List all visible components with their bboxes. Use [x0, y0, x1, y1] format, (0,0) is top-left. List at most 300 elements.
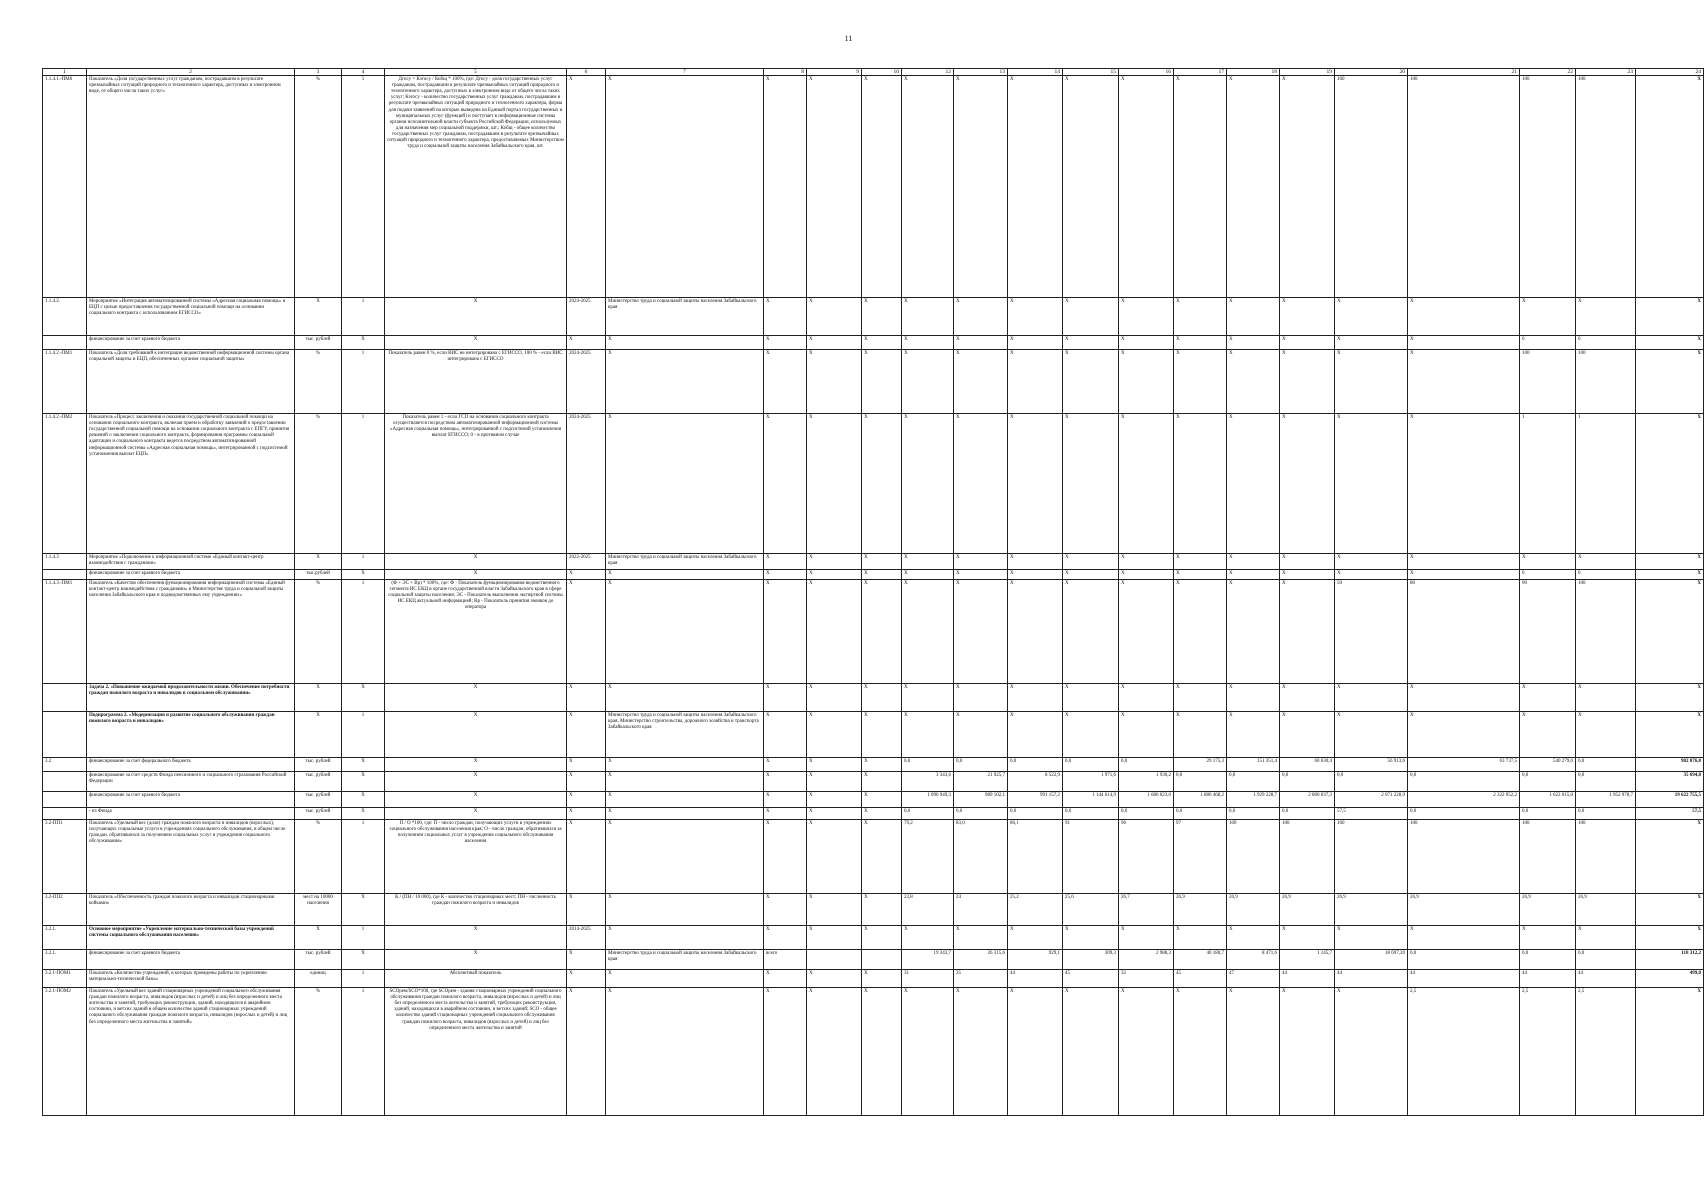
table-row [43, 570, 1704, 580]
table-cell: X [1008, 336, 1063, 350]
table-cell: 0,0 [1063, 808, 1119, 820]
table-cell: 0 [1576, 336, 1636, 350]
table-row [43, 554, 1704, 570]
table-cell: X [1576, 298, 1636, 336]
table-cell: 0,0 [1280, 772, 1335, 792]
table-cell: 0,0 [1576, 808, 1636, 820]
row-code: 1.1.4.1.-ПМ6 [43, 76, 87, 298]
column-number-15: 15 [1063, 69, 1119, 76]
row-code [43, 792, 87, 808]
table-cell: 24 [954, 894, 1008, 926]
table-cell: 26,9 [1227, 894, 1280, 926]
table-cell: X [385, 792, 567, 808]
table-cell: 2 071 228,9 [1335, 792, 1408, 808]
row-description: финансирование за счет краевого бюджета [87, 950, 295, 970]
table-cell: 0,0 [1227, 772, 1280, 792]
table-cell: X [567, 712, 606, 758]
table-cell: X [764, 684, 807, 712]
table-cell: X [342, 950, 385, 970]
table-cell: 31 [902, 970, 954, 988]
table-cell: X [1174, 570, 1227, 580]
table-cell: X [606, 684, 764, 712]
table-cell: X [1636, 414, 1704, 554]
table-cell: X [1063, 684, 1119, 712]
table-cell: 21 925,7 [954, 772, 1008, 792]
table-cell: X [807, 336, 862, 350]
table-cell: X [764, 792, 807, 808]
row-description: Задача 2. «Повышение ожидаемой продолжительности жизни. Обеспечение потребности граждан пожилого возраста и инвалидов в социальном обслуживании» [87, 684, 295, 712]
table-cell: X [862, 570, 902, 580]
table-row [43, 894, 1704, 926]
table-cell: X [567, 820, 606, 894]
row-description: финансирование за счет федерального бюджета [87, 758, 295, 772]
table-cell: X [1008, 712, 1063, 758]
table-cell: 50 [1335, 580, 1408, 684]
table-cell: X [764, 414, 807, 554]
table-cell: 100 [1576, 820, 1636, 894]
table-cell: X [1174, 684, 1227, 712]
table-cell: 0,0 [1063, 758, 1119, 772]
table-row [43, 792, 1704, 808]
row-description: Показатель «Удельный вес зданий стационарных учреждений социального обслуживания граждан пожилого возраста, инвалидов (взрослых и детей) и лиц без определенного места жительства и занятий, требующих реконструкции, зданий, находящихся в аварийном состоянии, и ветхих зданий в общем количестве зданий стационарных учреждений социального обслуживания граждан пожилого возраста, инвалидов (взрослых и детей) и лиц без определенного места жительства и занятий» [87, 988, 295, 1116]
table-cell: X [1335, 988, 1408, 1116]
table-cell: 23,8 [902, 894, 954, 926]
table-cell: 100 [1576, 76, 1636, 298]
row-code [43, 570, 87, 580]
table-cell: X [385, 772, 567, 792]
table-cell: X [862, 772, 902, 792]
table-cell: X [1227, 988, 1280, 1116]
table-cell: 0,0 [1008, 808, 1063, 820]
table-cell: 0,0 [1174, 808, 1227, 820]
table-cell: 118 312,2 [1636, 950, 1704, 970]
table-cell: 1 971,6 [1063, 772, 1119, 792]
column-number-2: 2 [87, 69, 295, 76]
table-cell: X [1227, 350, 1280, 414]
table-cell: X [902, 350, 954, 414]
table-cell: X [606, 894, 764, 926]
table-cell: 8 471,6 [1227, 950, 1280, 970]
table-cell: 35 [954, 970, 1008, 988]
column-number-8: 8 [764, 69, 807, 76]
table-cell: 2022-2025 [567, 554, 606, 570]
table-cell: 989 102,1 [954, 792, 1008, 808]
table-cell: X [1008, 76, 1063, 298]
table-cell: 0,0 [1335, 772, 1408, 792]
table-cell: 0 [1520, 570, 1576, 580]
table-cell: X [1063, 926, 1119, 950]
table-cell: X [606, 970, 764, 988]
table-cell: X [764, 988, 807, 1116]
row-code [43, 712, 87, 758]
table-cell: 45 [1174, 970, 1227, 988]
table-cell: X [1063, 988, 1119, 1116]
row-description: Показатель «Процесс заключения и оказания государственной социальной помощи на основании социального контракта, включая прием и обработку заявлений о предоставлении государственной социальной помощи на основании социального контракта с ЕПГУ, принятия решений о заключении социального контракта, формирования программы социальной адаптации и социального контракта ведется посредством автоматизированной информационной системы «Адресная социальная помощь», интегрированной с подсистемой установления выплат ЕЦП» [87, 414, 295, 554]
column-number-5: 5 [385, 69, 567, 76]
table-cell: X [807, 580, 862, 684]
table-cell: 929,1 [1008, 950, 1063, 970]
table-cell: 0,0 [1119, 808, 1174, 820]
table-cell: X [385, 712, 567, 758]
table-row [43, 336, 1704, 350]
table-cell: 0,0 [902, 758, 954, 772]
table-cell: X [1335, 712, 1408, 758]
table-cell: X [764, 926, 807, 950]
table-row [43, 820, 1704, 894]
table-cell: 540 279,0 [1520, 758, 1576, 772]
table-cell: 29 175,3 [1174, 758, 1227, 772]
table-cell: 1 [342, 414, 385, 554]
table-cell: X [1008, 350, 1063, 414]
column-number-4: 4 [342, 69, 385, 76]
table-cell: X [295, 554, 342, 570]
table-cell: X [954, 988, 1008, 1116]
table-cell: X [902, 580, 954, 684]
table-cell: X [1408, 298, 1520, 336]
table-cell: 86,1 [1008, 820, 1063, 894]
table-cell: X [1335, 350, 1408, 414]
table-cell: П / О *100, где: П - число граждан, получающих услуги в учреждениях социального обслуживания населения края; О - число граждан, обратившихся за получением социальных услуг в учреждения социального обслуживания населения [385, 820, 567, 894]
table-cell: 44 [1576, 970, 1636, 988]
table-cell: % [295, 580, 342, 684]
table-cell: X [606, 580, 764, 684]
table-cell: X [1335, 298, 1408, 336]
table-cell: X [1280, 414, 1335, 554]
table-cell: 0,0 [1119, 758, 1174, 772]
table-cell: 40 180,7 [1174, 950, 1227, 970]
table-row [43, 758, 1704, 772]
table-cell: 100 [1335, 76, 1408, 298]
table-cell: 982 076,8 [1636, 758, 1704, 772]
table-cell: X [1408, 350, 1520, 414]
table-cell: X [567, 684, 606, 712]
table-cell: 1 886 468,2 [1174, 792, 1227, 808]
column-number-7: 7 [606, 69, 764, 76]
table-cell: 26,7 [1119, 894, 1174, 926]
table-cell: X [295, 684, 342, 712]
table-cell: X [1636, 350, 1704, 414]
table-cell: X [1520, 298, 1576, 336]
table-cell: X [385, 336, 567, 350]
table-cell: X [385, 298, 567, 336]
table-cell: X [954, 554, 1008, 570]
table-cell: 2 988,3 [1119, 950, 1174, 970]
table-cell: тыс.рублей [295, 570, 342, 580]
table-cell: 3 343,6 [902, 772, 954, 792]
table-cell: X [606, 820, 764, 894]
table-cell: X [1636, 926, 1704, 950]
table-cell: 499,0 [1636, 970, 1704, 988]
table-cell: 1 [1520, 414, 1576, 554]
row-code [43, 772, 87, 792]
table-cell: 1 096 949,3 [902, 792, 954, 808]
table-cell: X [1636, 298, 1704, 336]
table-cell: X [1520, 554, 1576, 570]
table-cell: X [862, 684, 902, 712]
table-cell: X [1280, 926, 1335, 950]
table-cell: 0 [1576, 570, 1636, 580]
row-description: Мероприятие «Подключение к информационной системе «Единый контакт-центр взаимодействия с гражданами» [87, 554, 295, 570]
table-cell: X [902, 554, 954, 570]
table-cell: 1 145,7 [1280, 950, 1335, 970]
table-cell: X [1174, 988, 1227, 1116]
table-cell: X [1008, 684, 1063, 712]
table-cell: 1 144 614,9 [1063, 792, 1119, 808]
table-cell: X [902, 684, 954, 712]
table-cell: X [764, 350, 807, 414]
table-cell: X [1227, 76, 1280, 298]
row-description: Показатель «Количество учреждений, в которых проведены работы по укреплению материально-технической базы» [87, 970, 295, 988]
table-cell: X [807, 298, 862, 336]
table-cell: X [1063, 350, 1119, 414]
table-cell: X [764, 298, 807, 336]
table-cell: X [1227, 712, 1280, 758]
table-cell: X [954, 298, 1008, 336]
row-description: Подпрограмма 2. «Модернизация и развитие социального обслуживания граждан пожилого возраста и инвалидов» [87, 712, 295, 758]
table-cell: 96 [1119, 820, 1174, 894]
table-cell: X [606, 350, 764, 414]
table-cell: X [606, 988, 764, 1116]
row-code: 3.2.1. [43, 926, 87, 950]
table-cell: 35 694,8 [1636, 772, 1704, 792]
table-cell: % [295, 820, 342, 894]
table-row [43, 970, 1704, 988]
table-cell: 1 [342, 76, 385, 298]
table-cell: X [295, 712, 342, 758]
table-cell: 2,5 [1408, 988, 1520, 1116]
table-cell: 100 [1576, 580, 1636, 684]
table-cell: X [1063, 76, 1119, 298]
table-cell: X [1636, 76, 1704, 298]
table-cell: X [1174, 76, 1227, 298]
table-cell: X [807, 76, 862, 298]
table-cell: X [1335, 926, 1408, 950]
table-cell: X [807, 808, 862, 820]
table-cell: 2,5 [1520, 988, 1576, 1116]
table-cell: X [567, 970, 606, 988]
table-cell: X [385, 808, 567, 820]
table-cell: 19 343,7 [902, 950, 954, 970]
table-cell: X [1636, 336, 1704, 350]
table-cell: 0,0 [1280, 808, 1335, 820]
table-cell: X [862, 926, 902, 950]
table-cell: 1 [342, 350, 385, 414]
table-cell: 44 [1280, 970, 1335, 988]
table-row [43, 712, 1704, 758]
table-cell: тыс. рублей [295, 758, 342, 772]
table-cell: 26,9 [1408, 894, 1520, 926]
table-cell: X [1408, 684, 1520, 712]
row-description: - из Фонда [87, 808, 295, 820]
table-cell: X [1335, 414, 1408, 554]
table-cell: X [764, 570, 807, 580]
table-row [43, 808, 1704, 820]
table-cell: X [1576, 926, 1636, 950]
table-cell: X [764, 808, 807, 820]
table-row [43, 76, 1704, 298]
table-row [43, 926, 1704, 950]
table-cell: X [1063, 712, 1119, 758]
table-cell: X [1280, 336, 1335, 350]
table-body [43, 76, 1704, 1116]
table-cell: % [295, 76, 342, 298]
table-cell: 0,0 [1227, 808, 1280, 820]
row-code: 1.1.4.3 [43, 554, 87, 570]
table-cell: 0,0 [1520, 808, 1576, 820]
table-cell: X [807, 414, 862, 554]
table-cell: X [1227, 554, 1280, 570]
table-cell: 100 [1520, 76, 1576, 298]
table-cell: X [1119, 76, 1174, 298]
table-cell: X [954, 350, 1008, 414]
table-cell: X [1408, 570, 1520, 580]
table-cell: X [1636, 712, 1704, 758]
table-cell: X [1174, 336, 1227, 350]
table-cell: X [567, 772, 606, 792]
table-cell: X [385, 570, 567, 580]
table-cell: X [1280, 554, 1335, 570]
table-cell: X [385, 684, 567, 712]
table-cell: X [1227, 414, 1280, 554]
row-description: финансирование за счет краевого бюджета [87, 792, 295, 808]
table-cell: X [954, 76, 1008, 298]
table-cell: X [862, 350, 902, 414]
table-cell: X [807, 970, 862, 988]
table-cell: 57,5 [1335, 808, 1408, 820]
table-cell: X [1636, 820, 1704, 894]
table-cell: X [862, 554, 902, 570]
table-cell: X [764, 554, 807, 570]
table-cell: 44 [1335, 970, 1408, 988]
table-cell: X [862, 712, 902, 758]
table-cell: 19 622 755,5 [1636, 792, 1704, 808]
table-cell: X [1636, 554, 1704, 570]
table-cell: 25,2 [1008, 894, 1063, 926]
row-description: Показатель «Обеспеченность граждан пожилого возраста и инвалидов стационарными койками» [87, 894, 295, 926]
table-cell: X [385, 554, 567, 570]
table-cell: Министерство труда и социальной защиты населения Забайкальского края, Министерство строительства, дорожного хозяйства и транспорта Забайкальского края [606, 712, 764, 758]
table-cell: X [1636, 580, 1704, 684]
table-cell: 32 [1119, 970, 1174, 988]
table-cell: X [902, 712, 954, 758]
table-cell: 100 [1280, 820, 1335, 894]
table-cell: X [1119, 414, 1174, 554]
table-cell: 0,0 [1408, 950, 1520, 970]
table-cell: 26,9 [1520, 894, 1576, 926]
row-description: Показатель «Доля государственных услуг гражданам, пострадавшим в результате чрезвычайных ситуаций природного и техногенного характера, доступных в электронном виде, от общего числа таких услуг» [87, 76, 295, 298]
table-cell: X [606, 570, 764, 580]
table-cell: 1 [342, 298, 385, 336]
table-cell: X [764, 772, 807, 792]
table-cell: X [954, 336, 1008, 350]
table-cell: X [1119, 684, 1174, 712]
column-number-24: 24 [1636, 69, 1704, 76]
table-cell: 26 315,6 [954, 950, 1008, 970]
table-cell: X [342, 894, 385, 926]
table-cell: X [764, 712, 807, 758]
table-cell: X [1335, 554, 1408, 570]
table-cell: X [342, 808, 385, 820]
table-cell: X [954, 414, 1008, 554]
table-cell: X [1174, 554, 1227, 570]
indicators-table [42, 68, 1704, 1116]
table-cell: тыс. рублей [295, 808, 342, 820]
table-cell: X [807, 570, 862, 580]
table-cell: X [1119, 570, 1174, 580]
table-cell: 0 [1520, 336, 1576, 350]
table-row [43, 350, 1704, 414]
table-row [43, 950, 1704, 970]
table-cell: 1 [342, 554, 385, 570]
row-code: 3.2-ПП2 [43, 894, 87, 926]
row-description: финансирование за счет краевого бюджета [87, 570, 295, 580]
table-cell: X [1063, 580, 1119, 684]
table-cell: 1 622 015,0 [1520, 792, 1576, 808]
table-cell: X [606, 926, 764, 950]
table-cell: X [1008, 580, 1063, 684]
table-cell: 26,9 [1335, 894, 1408, 926]
table-cell: X [1119, 298, 1174, 336]
table-cell: тыс. рублей [295, 792, 342, 808]
table-cell: X [606, 76, 764, 298]
table-cell: X [1119, 988, 1174, 1116]
table-cell: 1 [342, 970, 385, 988]
table-cell: X [807, 350, 862, 414]
table-cell: X [1408, 712, 1520, 758]
table-cell: X [1119, 580, 1174, 684]
table-cell: 0,0 [902, 808, 954, 820]
column-number-20: 20 [1335, 69, 1408, 76]
table-cell: X [342, 684, 385, 712]
table-cell: X [1063, 336, 1119, 350]
table-cell: X [1227, 570, 1280, 580]
table-cell: X [567, 570, 606, 580]
row-code [43, 684, 87, 712]
table-cell: X [807, 894, 862, 926]
table-cell: X [764, 970, 807, 988]
table-cell: X [295, 298, 342, 336]
row-description: финансирование за счет средств Фонда пенсионного и социального страхования Российской Федерации [87, 772, 295, 792]
table-cell: 80 [1408, 580, 1520, 684]
table-cell: X [1174, 580, 1227, 684]
table-cell: X [606, 792, 764, 808]
row-code: 1.1.4.2.-ПМ1 [43, 350, 87, 414]
table-cell: 0,0 [1576, 950, 1636, 970]
table-cell: Показатель равен 0 %, если ВИС не интегрирована с ЕГИССО, 100 % - если ВИС интегрирована с ЕГИССО [385, 350, 567, 414]
table-cell: 0,0 [954, 758, 1008, 772]
column-number-14: 14 [1008, 69, 1063, 76]
table-cell: 151 351,4 [1227, 758, 1280, 772]
table-cell: 56 913,6 [1335, 758, 1408, 772]
table-cell: X [1119, 554, 1174, 570]
table-cell: X [1008, 988, 1063, 1116]
table-cell: 100 [1576, 350, 1636, 414]
table-cell: X [385, 926, 567, 950]
table-row [43, 988, 1704, 1116]
table-cell: X [862, 808, 902, 820]
table-cell: X [862, 758, 902, 772]
table-cell: X [606, 772, 764, 792]
table-cell: X [902, 570, 954, 580]
table-cell: 100 [1227, 820, 1280, 894]
table-cell [807, 950, 862, 970]
table-cell: X [606, 758, 764, 772]
table-cell: X [954, 926, 1008, 950]
table-cell: X [567, 336, 606, 350]
table-cell: X [902, 336, 954, 350]
row-code: 3.2-ПП1 [43, 820, 87, 894]
table-cell: X [1408, 336, 1520, 350]
